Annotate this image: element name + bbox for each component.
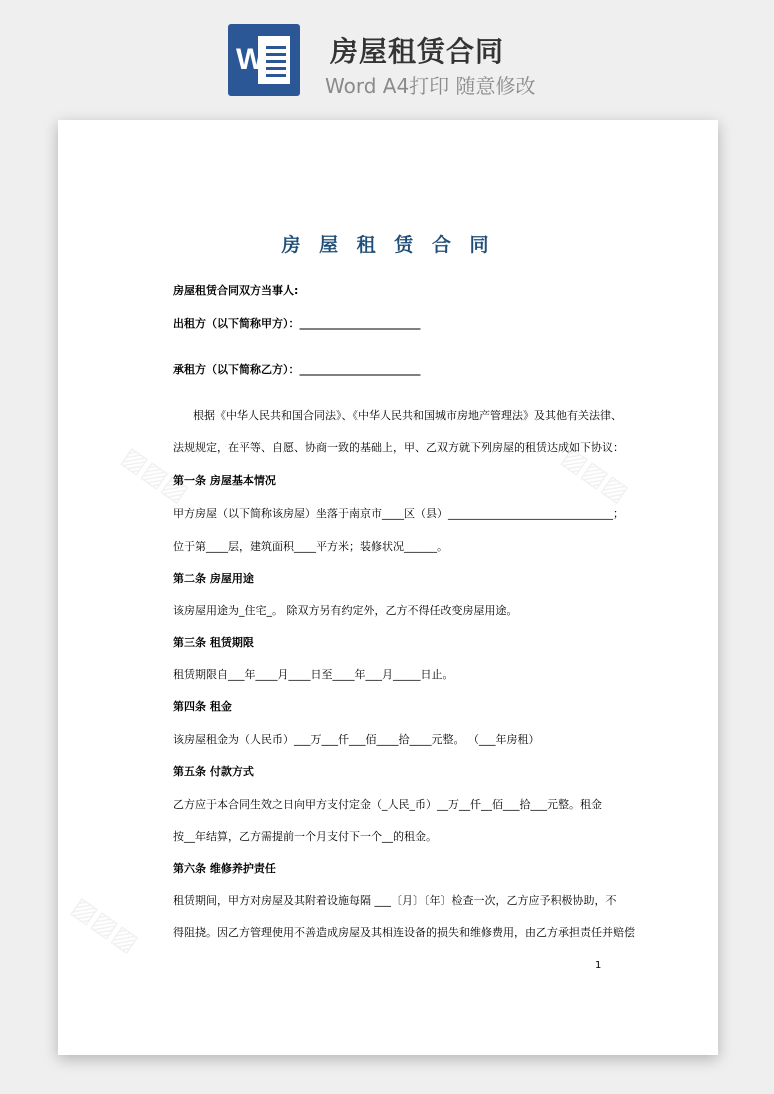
article-6-line-2: 得阻挠。因乙方管理使用不善造成房屋及其相连设备的损失和维修费用，由乙方承担责任并赔偿 bbox=[173, 926, 635, 939]
document-page bbox=[58, 120, 718, 1055]
page-number: 1 bbox=[595, 960, 602, 971]
watermark: ▨▨▨ bbox=[116, 441, 194, 509]
article-6-line-1: 租赁期间，甲方对房屋及其附着设施每隔 ___〔月〕〔年〕检查一次，乙方应予积极协助，不 bbox=[173, 894, 617, 907]
article-3-heading: 第三条 租赁期限 bbox=[173, 636, 254, 649]
preamble-line-2: 法规规定，在平等、自愿、协商一致的基础上，甲、乙双方就下列房屋的租赁达成如下协议： bbox=[173, 441, 624, 454]
lessor-line: 出租方（以下简称甲方）：______________________ bbox=[173, 317, 421, 330]
article-1-line-1: 甲方房屋（以下简称该房屋）坐落于南京市____区（县）______________________________； bbox=[173, 507, 624, 520]
article-5-heading: 第五条 付款方式 bbox=[173, 765, 254, 778]
article-2-line-1: 该房屋用途为_住宅_。 除双方另有约定外，乙方不得任改变房屋用途。 bbox=[173, 604, 518, 617]
parties-heading: 房屋租赁合同双方当事人: bbox=[173, 284, 299, 297]
article-5-line-2: 按__年结算，乙方需提前一个月支付下一个__的租金。 bbox=[173, 830, 437, 843]
watermark: ▨▨▨ bbox=[556, 441, 634, 509]
watermark: ▨▨▨ bbox=[66, 891, 144, 959]
article-4-line-1: 该房屋租金为（人民币）___万___仟___佰____拾____元整。 （___年房租） bbox=[173, 733, 540, 746]
preamble-line-1: 根据《中华人民共和国合同法》、《中华人民共和国城市房地产管理法》及其他有关法律、 bbox=[193, 409, 622, 422]
article-2-heading: 第二条 房屋用途 bbox=[173, 572, 254, 585]
word-icon bbox=[228, 24, 300, 96]
article-4-heading: 第四条 租金 bbox=[173, 700, 232, 713]
article-5-line-1: 乙方应于本合同生效之日向甲方支付定金（_人民_币）__万__仟__佰___拾___元整。租金 bbox=[173, 798, 602, 811]
article-1-line-2: 位于第____层，建筑面积____平方米；装修状况______。 bbox=[173, 540, 448, 553]
lessee-line: 承租方（以下简称乙方）：______________________ bbox=[173, 363, 421, 376]
word-icon-letter: W bbox=[236, 43, 265, 76]
document-title: 房 屋 租 赁 合 同 bbox=[281, 234, 495, 256]
article-6-heading: 第六条 维修养护责任 bbox=[173, 862, 276, 875]
header-subtitle: Word A4打印 随意修改 bbox=[325, 74, 536, 98]
article-1-heading: 第一条 房屋基本情况 bbox=[173, 474, 276, 487]
header-banner bbox=[0, 0, 774, 118]
header-title: 房屋租赁合同 bbox=[330, 35, 505, 68]
article-3-line-1: 租赁期限自___年____月____日至____年___月_____日止。 bbox=[173, 668, 454, 681]
